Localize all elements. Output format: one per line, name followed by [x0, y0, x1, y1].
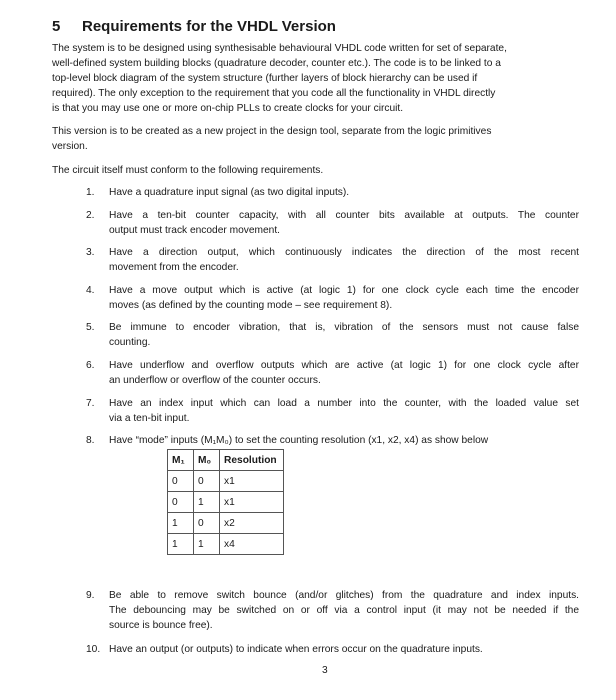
table-cell: x1	[220, 492, 284, 513]
requirement-line: Have an output (or outputs) to indicate when errors occur on the quadrature inputs.	[109, 644, 483, 655]
requirement-line: moves (as defined by the counting mode – see requirement 8).	[109, 300, 393, 311]
table-header-cell: Resolution	[220, 450, 284, 471]
table-row	[168, 513, 284, 534]
table-cell: 1	[194, 534, 220, 555]
table-cell: x4	[220, 534, 284, 555]
requirement-line: Have “mode” inputs (M₁M₀) to set the counting resolution (x1, x2, x4) as show below	[109, 435, 489, 446]
requirement-line: source is bounce free).	[109, 620, 213, 631]
table-cell: x1	[220, 471, 284, 492]
section-number: 5	[52, 18, 61, 35]
requirement-line: output must track encoder movement.	[109, 225, 281, 236]
requirement-line: Be immune to encoder vibration, that is, vibration of the sensors must not cause false	[109, 322, 579, 333]
requirement-number: 3.	[86, 247, 95, 258]
project-note-paragraph	[52, 124, 574, 154]
table-cell: 0	[168, 492, 194, 513]
requirement-number: 5.	[86, 322, 95, 333]
mode-resolution-table	[167, 449, 284, 555]
requirement-number: 2.	[86, 210, 95, 221]
intro-line: The system is to be designed using synthesisable behavioural VHDL code written for set of separate,	[52, 43, 507, 54]
project-note-line: This version is to be created as a new project in the design tool, separate from the logic primitives	[52, 126, 492, 137]
requirement-text	[109, 208, 579, 238]
requirement-line: Have a quadrature input signal (as two digital inputs).	[109, 187, 350, 198]
intro-line: is that you may use one or more on-chip PLLs to create clocks for your circuit.	[52, 103, 404, 114]
table-cell: x2	[220, 513, 284, 534]
requirement-line: movement from the encoder.	[109, 262, 239, 273]
requirement-line: Have an index input which can load a number into the counter, with the loaded value set	[109, 398, 579, 409]
table-header-cell: M₁	[168, 450, 194, 471]
requirement-number: 10.	[86, 644, 101, 655]
project-note-line: version.	[52, 141, 88, 152]
table-cell: 1	[168, 534, 194, 555]
table-cell: 0	[194, 471, 220, 492]
requirement-line: Be able to remove switch bounce (and/or glitches) from the quadrature and index inputs.	[109, 590, 579, 601]
table-row	[168, 471, 284, 492]
table-header-row	[168, 450, 284, 471]
requirement-line: counting.	[109, 337, 151, 348]
requirement-text	[109, 396, 579, 426]
requirement-number: 4.	[86, 285, 95, 296]
requirement-line: Have a move output which is active (at logic 1) for one clock cycle each time the encoder	[109, 285, 579, 296]
requirement-number: 6.	[86, 360, 95, 371]
page-number: 3	[322, 665, 328, 676]
requirement-line: The debouncing may be switched on or off via a control input (it may not be needed if the	[109, 605, 579, 616]
table-cell: 0	[168, 471, 194, 492]
requirement-line: Have underflow and overflow outputs which are active (at logic 1) for one clock cycle after	[109, 360, 579, 371]
requirement-line: via a ten-bit input.	[109, 413, 190, 424]
table-cell: 1	[168, 513, 194, 534]
requirement-number: 8.	[86, 435, 95, 446]
requirement-line: Have a ten-bit counter capacity, with all counter bits available at outputs. The counter	[109, 210, 579, 221]
requirement-text	[109, 433, 579, 448]
requirements-intro	[52, 163, 574, 178]
requirements-intro-text: The circuit itself must conform to the following requirements.	[52, 165, 324, 176]
table-row	[168, 492, 284, 513]
intro-line: required). The only exception to the requirement that you code all the functionality in VHDL directly	[52, 88, 496, 99]
requirement-text	[109, 283, 579, 313]
requirement-text	[109, 245, 579, 275]
table-cell: 1	[194, 492, 220, 513]
requirement-number: 1.	[86, 187, 95, 198]
requirement-line: Have a direction output, which continuously indicates the direction of the most recent	[109, 247, 579, 258]
requirement-text	[109, 320, 579, 350]
requirement-text	[109, 358, 579, 388]
table-row	[168, 534, 284, 555]
table-cell: 0	[194, 513, 220, 534]
section-heading	[52, 18, 336, 35]
intro-paragraph	[52, 41, 574, 116]
requirement-text	[109, 185, 579, 200]
intro-line: top-level block diagram of the system structure (further layers of block hierarchy can be used if	[52, 73, 478, 84]
requirement-text	[109, 588, 579, 633]
section-title: Requirements for the VHDL Version	[82, 18, 336, 35]
table-header-cell: M₀	[194, 450, 220, 471]
requirement-text	[109, 642, 579, 657]
intro-line: well-defined system building blocks (quadrature decoder, counter etc.). The code is to be linked to a	[52, 58, 501, 69]
requirement-line: an underflow or overflow of the counter occurs.	[109, 375, 321, 386]
requirement-number: 9.	[86, 590, 95, 601]
requirement-number: 7.	[86, 398, 95, 409]
